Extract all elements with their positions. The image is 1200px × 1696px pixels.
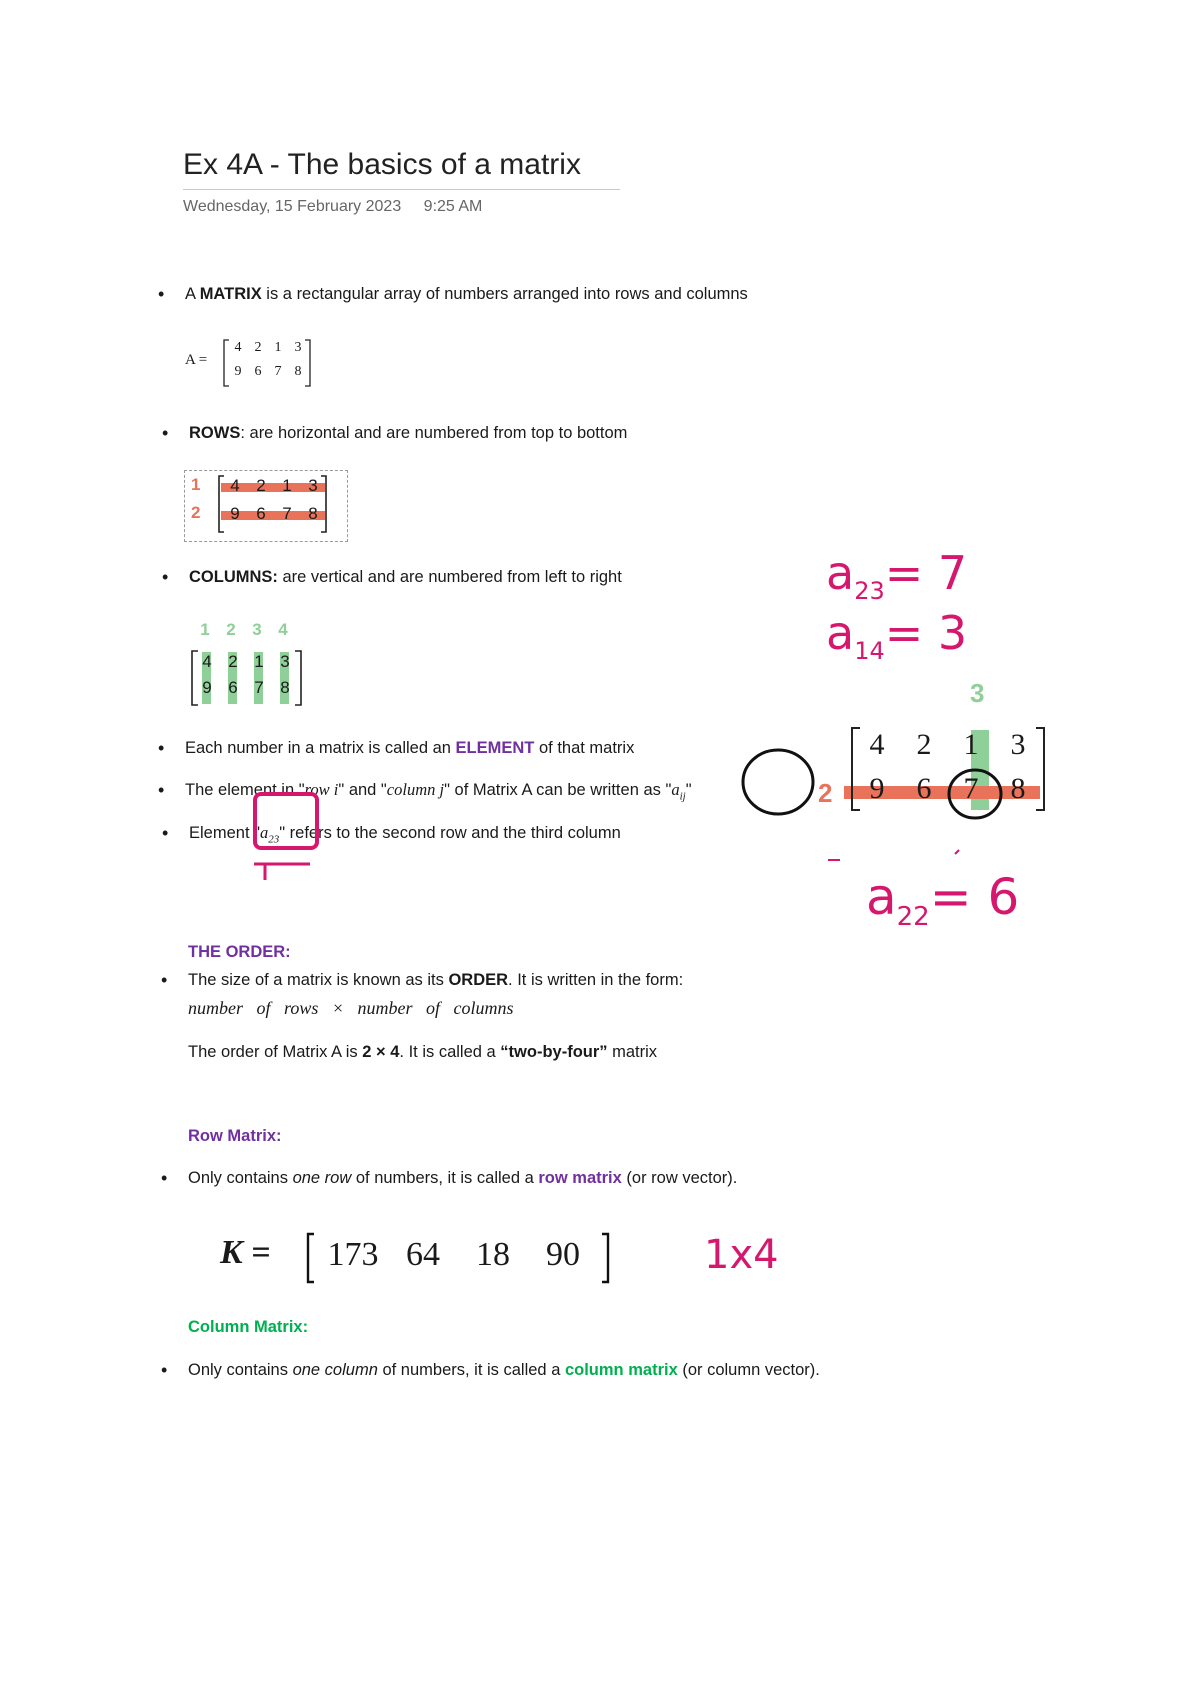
big-matrix-r1-cell-1: 4 bbox=[869, 728, 885, 761]
bullet-matrix-definition: • A MATRIX is a rectangular array of numbers arranged into rows and columns bbox=[185, 283, 748, 305]
rows-illustration bbox=[184, 470, 348, 542]
rows-r1-cell-1: 4 bbox=[230, 476, 240, 495]
title-divider bbox=[183, 189, 620, 190]
rows-r2-cell-4: 8 bbox=[308, 504, 318, 523]
bullet-order: • The size of a matrix is known as its ORDER. It is written in the form: bbox=[188, 969, 683, 991]
column-label-1: 1 bbox=[200, 620, 210, 639]
column-label-2: 2 bbox=[226, 620, 236, 639]
bullet-rows: • ROWS: are horizontal and are numbered from top to bottom bbox=[189, 422, 627, 444]
cols-r2-cell-1: 9 bbox=[202, 678, 212, 697]
matrix-a-r1-cell-3: 1 bbox=[274, 340, 282, 355]
big-matrix-r1-cell-3: 1 bbox=[963, 728, 979, 761]
bullet-columns: • COLUMNS: are vertical and are numbered from left to right bbox=[189, 566, 622, 588]
row-matrix-k bbox=[220, 1230, 640, 1286]
rows-r2-cell-3: 7 bbox=[282, 504, 292, 523]
rows-r1-cell-3: 1 bbox=[282, 476, 292, 495]
row-matrix-value-4: 90 bbox=[546, 1236, 580, 1273]
row-label-2: 2 bbox=[191, 503, 201, 522]
cols-r2-cell-2: 6 bbox=[228, 678, 238, 697]
matrix-a-r1-cell-4: 3 bbox=[294, 340, 302, 355]
order-heading: THE ORDER: bbox=[188, 943, 291, 961]
matrix-a-r1-cell-2: 2 bbox=[254, 340, 262, 355]
big-matrix bbox=[830, 726, 1050, 814]
cols-r2-cell-3: 7 bbox=[254, 678, 264, 697]
rows-r2-cell-2: 6 bbox=[256, 504, 266, 523]
bullet-element-notation: • The element in "row i" and "column j" of Matrix A can be written as "$a_{ij}$" bbox=[185, 779, 692, 807]
bullet-element: • Each number in a matrix is called an ELEMENT of that matrix bbox=[185, 737, 634, 759]
column-label-4: 4 bbox=[278, 620, 288, 639]
page-date: Wednesday, 15 February 2023 bbox=[183, 198, 402, 215]
ink-underline-a23 bbox=[254, 864, 310, 880]
bullet-row-matrix: • Only contains one row of numbers, it is called a row matrix (or row vector). bbox=[188, 1167, 737, 1189]
handwritten-note-a23: $a_{23}= 7$ bbox=[826, 546, 968, 606]
row-label-1: 1 bbox=[191, 475, 201, 494]
big-matrix-r2-cell-3: 7 bbox=[963, 772, 979, 805]
cols-r1-cell-4: 3 bbox=[280, 652, 290, 671]
rows-r2-cell-1: 9 bbox=[230, 504, 240, 523]
ink-dash-right bbox=[955, 850, 959, 854]
column-label-3: 3 bbox=[252, 620, 262, 639]
matrix-a-r2-cell-2: 6 bbox=[254, 364, 262, 379]
matrix-a bbox=[185, 338, 325, 388]
columns-illustration bbox=[190, 620, 320, 708]
handwritten-note-a22: $a_{22}= 6$ bbox=[866, 868, 1020, 932]
big-matrix-r1-cell-2: 2 bbox=[916, 728, 932, 761]
cols-r1-cell-3: 1 bbox=[254, 652, 264, 671]
order-formula: number of rows × number of columns bbox=[188, 998, 514, 1018]
matrix-a-label: A = bbox=[185, 352, 208, 368]
big-matrix-r2-cell-2: 6 bbox=[916, 772, 932, 805]
rows-r1-cell-4: 3 bbox=[308, 476, 318, 495]
matrix-a-r2-cell-1: 9 bbox=[234, 364, 242, 379]
matrix-a-r2-cell-4: 8 bbox=[294, 364, 302, 379]
page-timestamp bbox=[183, 198, 500, 216]
row-matrix-label: K = bbox=[220, 1234, 271, 1271]
page-time: 9:25 AM bbox=[423, 198, 483, 215]
page-title: Ex 4A - The basics of a matrix bbox=[183, 148, 581, 181]
ink-circle-aij bbox=[743, 750, 813, 814]
row-matrix-heading: Row Matrix: bbox=[188, 1127, 282, 1145]
big-matrix-col-label: 3 bbox=[970, 678, 985, 708]
handwritten-order-note: 1x4 bbox=[704, 1232, 779, 1278]
cols-r1-cell-1: 4 bbox=[202, 652, 212, 671]
handwritten-note-a14: $a_{14}= 3$ bbox=[826, 606, 968, 666]
row-matrix-value-1: 173 bbox=[327, 1236, 379, 1273]
rows-r1-cell-2: 2 bbox=[256, 476, 266, 495]
row-matrix-value-2: 64 bbox=[406, 1236, 440, 1273]
cols-r1-cell-2: 2 bbox=[228, 652, 238, 671]
bullet-element-example: • Element "$a_{23}$" refers to the second row and the third column bbox=[189, 822, 621, 850]
big-matrix-r1-cell-4: 3 bbox=[1010, 728, 1026, 761]
big-matrix-r2-cell-1: 9 bbox=[869, 772, 885, 805]
order-example: The order of Matrix A is 2 × 4. It is called a “two-by-four” matrix bbox=[188, 1043, 658, 1061]
column-matrix-heading: Column Matrix: bbox=[188, 1318, 309, 1336]
big-matrix-r2-cell-4: 8 bbox=[1010, 772, 1026, 805]
cols-r2-cell-4: 8 bbox=[280, 678, 290, 697]
bullet-column-matrix: • Only contains one column of numbers, it is called a column matrix (or column vector). bbox=[188, 1359, 820, 1381]
row-matrix-value-3: 18 bbox=[476, 1236, 510, 1273]
matrix-a-r1-cell-1: 4 bbox=[234, 340, 242, 355]
big-matrix-row-label: 2 bbox=[818, 778, 833, 808]
matrix-a-r2-cell-3: 7 bbox=[274, 364, 282, 379]
